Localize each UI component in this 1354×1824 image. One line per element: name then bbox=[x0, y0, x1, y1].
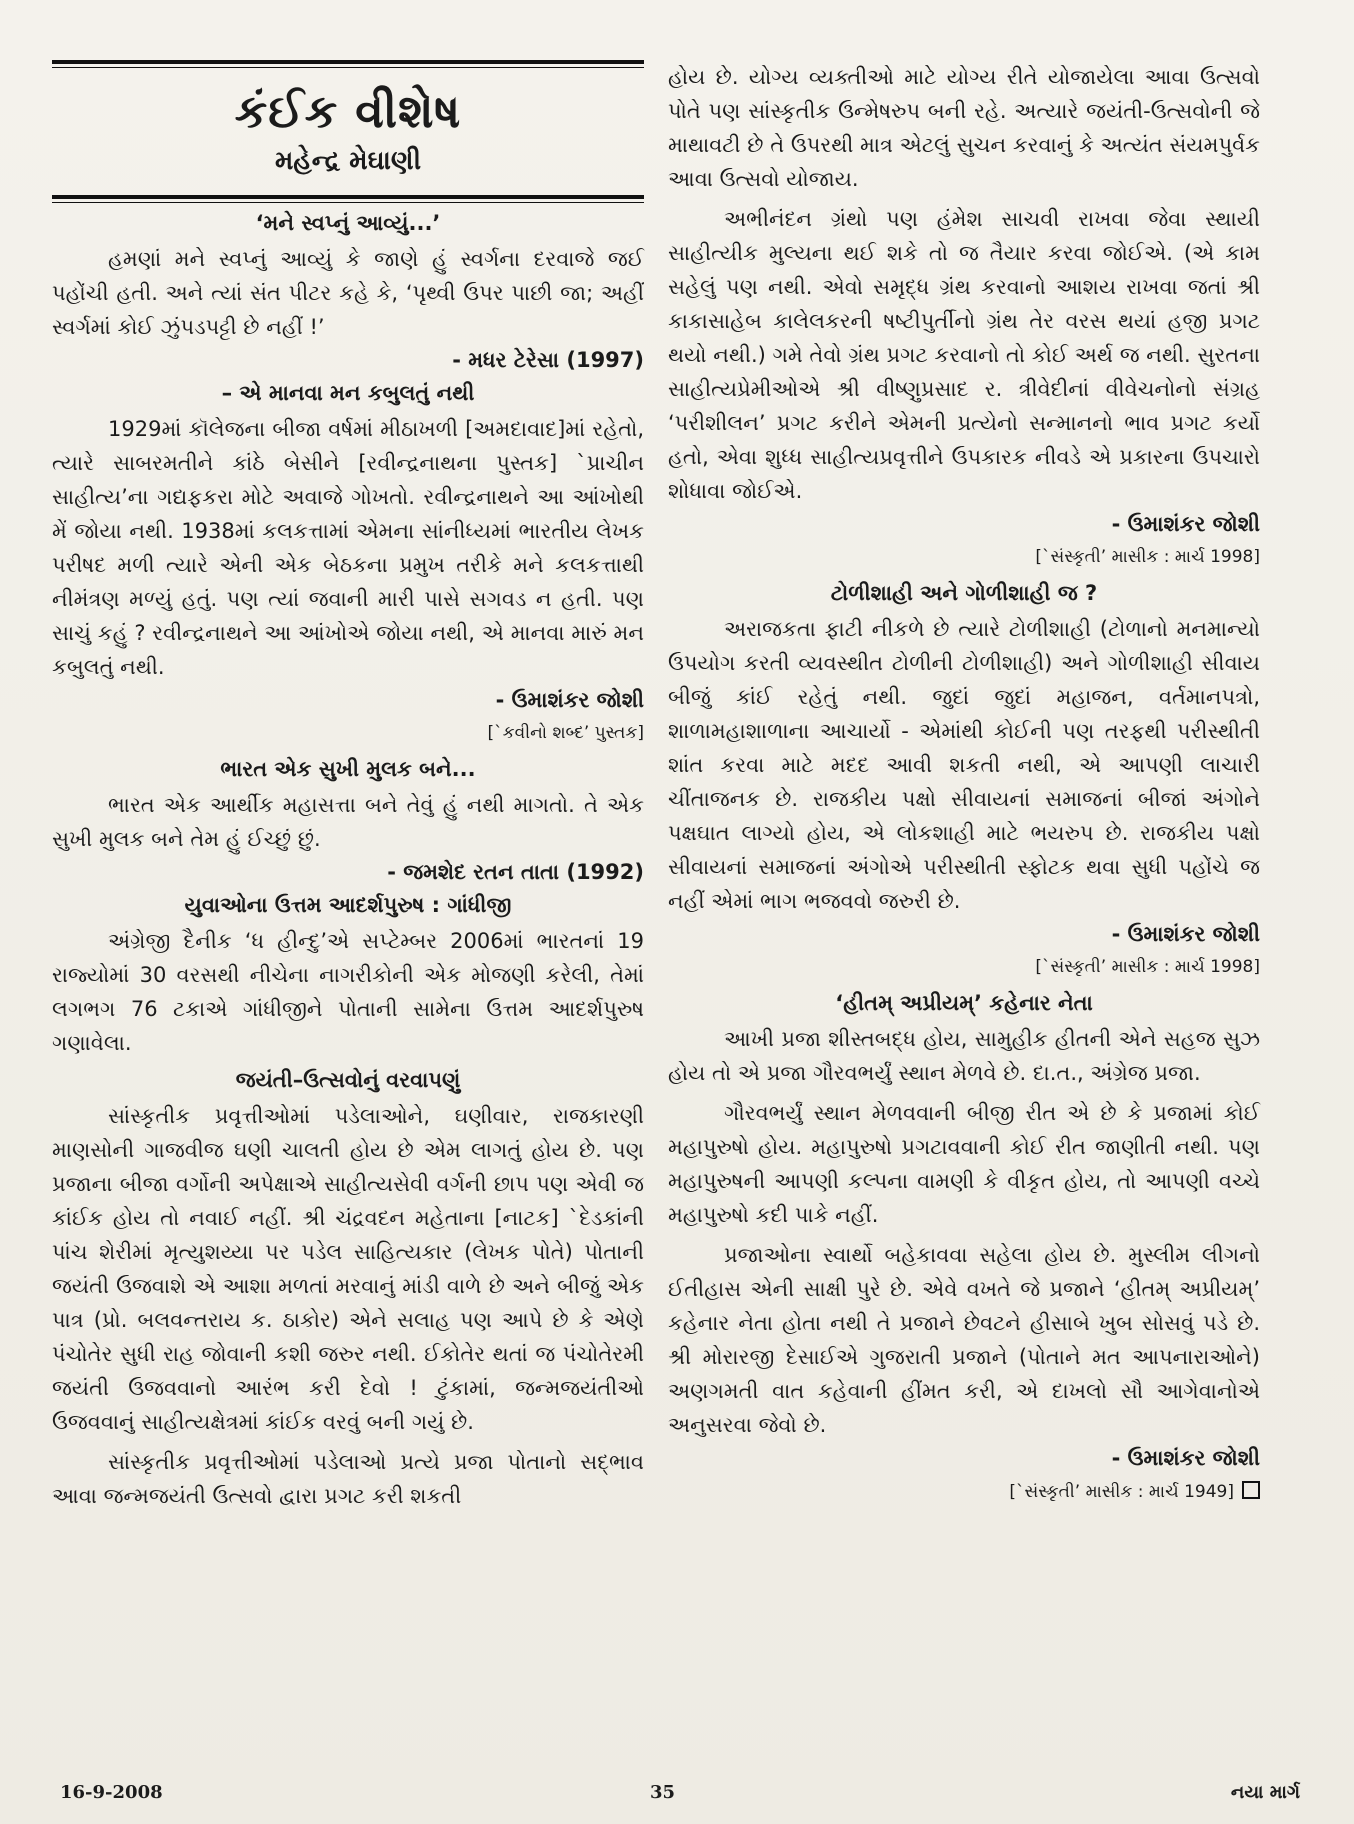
article-jayanti-continued bbox=[668, 60, 1260, 567]
article-dream bbox=[52, 211, 644, 373]
attribution: - ઉમાશંકર જોશી bbox=[1111, 1446, 1260, 1470]
masthead-rule bbox=[52, 195, 644, 199]
section-heading: ભારત એક સુખી મુલક બને... bbox=[220, 757, 476, 781]
magazine-name: નયા માર્ગ bbox=[1230, 1782, 1300, 1803]
top-rule bbox=[52, 60, 644, 64]
source-citation: [`સંસ્કૃતી’ માસીક : માર્ચ 1998] bbox=[1035, 547, 1260, 567]
top-rule-thin bbox=[52, 67, 644, 68]
page-title: કંઈક વીશેષ bbox=[234, 84, 462, 138]
section-heading: યુવાઓના ઉત્તમ આદર્શપુરુષ : ગાંધીજી bbox=[184, 893, 512, 917]
attribution: - ઉમાશંકર જોશી bbox=[1111, 922, 1260, 946]
section-heading: ‘હીતમ્ અપ્રીયમ્’ કહેનાર નેતા bbox=[835, 991, 1093, 1015]
section-paragraph: હોય છે. યોગ્ય વ્યક્તીઓ માટે યોગ્ય રીતે યોજાયેલા આવા ઉત્સવો પોતે પણ સાંસ્કૃતીક ઉન્મેષરુપ બની રહે. અત્યારે જયંતી-ઉત્સવોની જે માથાવટી છે તે ઉપરથી માત્ર એટલું સુચન કરવાનું કે અત્યંત સંયમપુર્વક આવા ઉત્સવો યોજાય. bbox=[668, 65, 1260, 191]
page-author: મહેન્દ્ર મેઘાણી bbox=[274, 146, 422, 176]
left-column bbox=[52, 60, 644, 1513]
attribution: - મધર ટેરેસા (1997) bbox=[452, 348, 644, 372]
end-mark-icon bbox=[1242, 1481, 1260, 1499]
page-footer bbox=[60, 1782, 1300, 1810]
article-jayanti bbox=[52, 1068, 644, 1513]
attribution: - જમશેદ રતન તાતા (1992) bbox=[387, 860, 644, 884]
right-column bbox=[668, 60, 1260, 1516]
article-gandhi bbox=[52, 893, 644, 1060]
section-paragraph: સાંસ્કૃતીક પ્રવૃત્તીઓમાં પડેલાઓ પ્રત્યે પ્રજા પોતાનો સદ્ભાવ આવા જન્મજયંતી ઉત્સવો દ્વારા પ્રગટ કરી શકતી bbox=[52, 1450, 644, 1508]
section-heading: જયંતી–ઉત્સવોનું વરવાપણું bbox=[235, 1068, 461, 1092]
section-paragraph: અંગ્રેજી દૈનીક ‘ધ હીન્દુ’એ સપ્ટેમ્બર 2006માં ભારતનાં 19 રાજ્યોમાં 30 વરસથી નીચેના નાગરીકોની એક મોજણી કરેલી, તેમાં લગભગ 76 ટકાએ ગાંધીજીને પોતાની સામેના ઉત્તમ આદર્શપુરુષ ગણાવેલા. bbox=[52, 929, 644, 1055]
source-text: [`સંસ્કૃતી’ માસીક : માર્ચ 1949] bbox=[1009, 1482, 1234, 1502]
section-paragraph: સાંસ્કૃતીક પ્રવૃત્તીઓમાં પડેલાઓને, ઘણીવાર, રાજકારણી માણસોની ગાજવીજ ઘણી ચાલતી હોય છે એમ લાગતું હોય છે. પણ પ્રજાના બીજા વર્ગોની અપેક્ષાએ સાહીત્યસેવી વર્ગની છાપ પણ એવી જ કાંઈક હોય તો નવાઈ નહીં. શ્રી ચંદ્રવદન મહેતાના [નાટક] `દેડકાંની પાંચ શેરીમાં મૃત્યુશય્યા પર પડેલ સાહિત્યકાર (લેખક પોતે) પોતાની જયંતી ઉજવાશે એ આશા મળતાં મરવાનું માંડી વાળે છે અને બીજું એક પાત્ર (પ્રો. બલવન્તરાય ક. ઠાકોર) એને સલાહ પણ આપે છે કે એણે પંચોતેર સુધી રાહ જોવાની કશી જરુર નથી. ઈકોતેર થતાં જ પંચોતેરમી જયંતી ઉજવવાનો આરંભ કરી દેવો ! ટુંકામાં, જન્મજયંતીઓ ઉજવવાનું સાહીત્યક્ષેત્રમાં કાંઈક વરવું બની ગયું છે. bbox=[52, 1104, 644, 1434]
article-india bbox=[52, 757, 644, 885]
page-number: 35 bbox=[650, 1782, 676, 1803]
source-citation: [`સંસ્કૃતી’ માસીક : માર્ચ 1998] bbox=[1035, 957, 1260, 977]
section-paragraph: હમણાં મને સ્વપ્નું આવ્યું કે જાણે હું સ્વર્ગના દરવાજે જઈ પહોંચી હતી. અને ત્યાં સંત પીટર કહે કે, ‘પૃથ્વી ઉપર પાછી જા; અહીં સ્વર્ગમાં કોઈ ઝુંપડપટ્ટી છે નહીં !’ bbox=[52, 247, 644, 339]
section-heading: – એ માનવા મન કબુલતું નથી bbox=[221, 381, 475, 405]
footer-date: 16-9-2008 bbox=[60, 1782, 163, 1803]
section-paragraph: અભીનંદન ગ્રંથો પણ હંમેશ સાચવી રાખવા જેવા સ્થાયી સાહીત્યીક મુલ્યના થઈ શકે તો જ તૈયાર કરવા જોઈએ. (એ કામ સહેલું પણ નથી. એવો સમૃદ્ધ ગ્રંથ કરવાનો આશય રાખવા જતાં શ્રી કાકાસાહેબ કાલેલકરની ષષ્ટીપુર્તીનો ગ્રંથ તેર વરસ થયાં હજી પ્રગટ થયો નથી.) ગમે તેવો ગ્રંથ પ્રગટ કરવાનો તો કોઈ અર્થ જ નથી. સુરતના સાહીત્યપ્રેમીઓએ શ્રી વીષ્ણુપ્રસાદ ર. ત્રીવેદીનાં વીવેચનોનો સંગ્રહ ‘પરીશીલન’ પ્રગટ કરીને એમની પ્રત્યેનો સન્માનનો ભાવ પ્રગટ કર્યો હતો, એવા શુધ્ધ સાહીત્યપ્રવૃત્તીને ઉપકારક નીવડે એ પ્રકારના ઉપચારો શોધાવા જોઈએ. bbox=[668, 207, 1260, 503]
source-citation bbox=[668, 1481, 1260, 1502]
attribution: - ઉમાશંકર જોશી bbox=[1111, 512, 1260, 536]
section-paragraph: પ્રજાઓના સ્વાર્થો બહેકાવવા સહેલા હોય છે. મુસ્લીમ લીગનો ઈતીહાસ એની સાક્ષી પુરે છે. એવે વખતે જે પ્રજાને ‘હીતમ્ અપ્રીયમ્’ કહેનાર નેતા હોતા નથી તે પ્રજાને છેવટને હીસાબે ખુબ સોસવું પડે છે. શ્રી મોરારજી દેસાઈએ ગુજરાતી પ્રજાને (પોતાને મત આપનારાઓને) અણગમતી વાત કહેવાની હીંમત કરી, એ દાખલો સૌ આગેવાનોએ અનુસરવા જેવો છે. bbox=[668, 1243, 1260, 1437]
source-citation: [`કવીનો શબ્દ’ પુસ્તક] bbox=[487, 723, 644, 743]
masthead-rule-thin bbox=[52, 202, 644, 203]
article-tolishahi bbox=[668, 581, 1260, 977]
section-paragraph: અરાજકતા ફાટી નીકળે છે ત્યારે ટોળીશાહી (ટોળાનો મનમાન્યો ઉપયોગ કરતી વ્યવસ્થીત ટોળીની ટોળીશાહી) અને ગોળીશાહી સીવાય બીજું કાંઈ રહેતું નથી. જુદાં જુદાં મહાજન, વર્તમાનપત્રો, શાળામહાશાળાના આચાર્યો - એમાંથી કોઈની પણ તરફથી પરીસ્થીતી શાંત કરવા માટે મદદ આવી શકતી નથી, એ આપણી લાચારી ચીંતાજનક છે. રાજકીય પક્ષો સીવાયનાં સમાજનાં બીજાં અંગોને પક્ષઘાત લાગ્યો હોય, એ લોકશાહી માટે ભયરુપ છે. રાજકીય પક્ષો સીવાયનાં સમાજનાં અંગોએ પરીસ્થીતી સ્ફોટક થવા સુધી પહોંચે જ નહીં એમાં ભાગ ભજવવો જરુરી છે. bbox=[668, 617, 1260, 913]
section-paragraph: આખી પ્રજા શીસ્તબદ્ધ હોય, સામુહીક હીતની એને સહજ સુઝ હોય તો એ પ્રજા ગૌરવભર્યું સ્થાન મેળવે છે. દા.ત., અંગ્રેજ પ્રજા. bbox=[668, 1027, 1260, 1085]
section-paragraph: ભારત એક આર્થીક મહાસત્તા બને તેવું હું નથી માગતો. તે એક સુખી મુલક બને તેમ હું ઈચ્છું છું. bbox=[52, 793, 644, 851]
section-heading: ટોળીશાહી અને ગોળીશાહી જ ? bbox=[830, 581, 1098, 605]
article-hitam bbox=[668, 991, 1260, 1502]
section-paragraph: 1929માં કૉલેજના બીજા વર્ષમાં મીઠાખળી [અમદાવાદ]માં રહેતો, ત્યારે સાબરમતીને કાંઠે બેસીને [રવીન્દ્રનાથના પુસ્તક] `પ્રાચીન સાહીત્ય’ના ગદ્યફકરા મોટે અવાજે ગોખતો. રવીન્દ્રનાથને આ આંખોથી મેં જોયા નથી. 1938માં કલકત્તામાં એમના સાંનીધ્યમાં ભારતીય લેખક પરીષદ મળી ત્યારે એની એક બેઠકના પ્રમુખ તરીકે મને કલકત્તાથી નીમંત્રણ મળ્યું હતું. પણ ત્યાં જવાની મારી પાસે સગવડ ન હતી. પણ સાચું કહું ? રવીન્દ્રનાથને આ આંખોએ જોયા નથી, એ માનવા મારું મન કબુલતું નથી. bbox=[52, 417, 644, 679]
section-heading: ‘મને સ્વપ્નું આવ્યું...’ bbox=[255, 211, 441, 235]
attribution: - ઉમાશંકર જોશી bbox=[495, 688, 644, 712]
article-tagore bbox=[52, 381, 644, 743]
section-paragraph: ગૌરવભર્યું સ્થાન મેળવવાની બીજી રીત એ છે કે પ્રજામાં કોઈ મહાપુરુષો હોય. મહાપુરુષો પ્રગટાવવાની કોઈ રીત જાણીતી નથી. પણ મહાપુરુષની આપણી કલ્પના વામણી કે વીકૃત હોય, તો આપણી વચ્ચે મહાપુરુષો કદી પાકે નહીં. bbox=[668, 1101, 1260, 1227]
